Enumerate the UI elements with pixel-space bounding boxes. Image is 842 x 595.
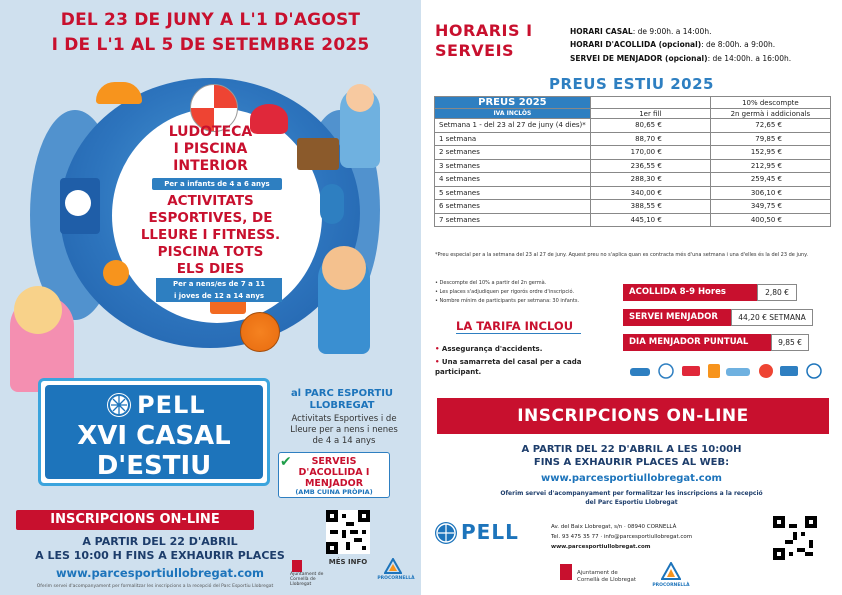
r-pell-logo-text: PELL [461, 520, 519, 544]
price-row [435, 132, 831, 146]
oferim-note: Oferim servei d'acompanyament per formalitzar les inscripcions a la recepció del Parc Esportiu Llobregat [36, 584, 274, 589]
inclou-item-2: • Una samarreta del casal per a cada [435, 358, 582, 366]
serveis-note: (AMB CUINA PRÒPIA) [295, 488, 373, 496]
extra-menjador-label: SERVEI MENJADOR [623, 309, 731, 326]
serveis-line-1: SERVEIS [311, 456, 357, 467]
inclou-text: Assegurança d'accidents. [441, 345, 543, 353]
parc-line-1: al PARC ESPORTIU [290, 388, 394, 399]
hour-label: SERVEI DE MENJADOR (opcional) [570, 54, 708, 63]
price-row [435, 119, 831, 133]
procornella-logo-icon [384, 558, 402, 574]
hour-value: : de 9:00h. a 14:00h. [632, 27, 712, 36]
dates-title-line-1: DEL 23 DE JUNY A L'1 D'AGOST [60, 10, 361, 30]
r-pell-logo-icon [435, 522, 457, 544]
price-rows [435, 119, 831, 227]
ajuntament-label: Ajuntament de Cornellà de Llobregat [290, 572, 324, 587]
price-2n-germa: 79,85 € [710, 132, 830, 146]
tarifa-inclou-title: LA TARIFA INCLOU [456, 319, 574, 333]
r-apartir-line-1: A PARTIR DEL 22 D'ABRIL A LES 10:00H [521, 444, 742, 455]
hour-value: : de 14:00h. a 16:00h. [707, 54, 792, 63]
price-1er-fill: 80,65 € [590, 119, 710, 133]
price-row [435, 213, 831, 227]
horaris-title-line-1: HORARIS I [435, 21, 533, 40]
qr-code-icon[interactable] [326, 510, 370, 554]
bullet-note-1: • Descompte del 10% a partir del 2n germà. [435, 280, 547, 286]
serveis-box [278, 452, 390, 498]
r-qr-code-icon[interactable] [773, 516, 817, 560]
inclou-item-2-cont: participant. [435, 368, 482, 376]
r-ajuntament-line-1: Ajuntament de [577, 570, 618, 576]
price-2n-germa: 400,50 € [710, 213, 830, 227]
extra-dia-menjador-price: 9,85 € [771, 334, 809, 351]
discount-header: 10% descompte [710, 97, 830, 109]
website-link[interactable]: www.parcesportiullobregat.com [55, 566, 265, 580]
ajuntament-shield-icon [292, 560, 302, 572]
price-1er-fill: 388,55 € [590, 200, 710, 214]
price-row-label: 1 setmana [435, 132, 591, 146]
r-ajuntament-label [577, 570, 636, 583]
price-2n-germa: 152,95 € [710, 146, 830, 160]
inscripcions-banner-right: INSCRIPCIONS ON-LINE [437, 398, 829, 434]
price-row-label: Setmana 1 - del 23 al 27 de juny (4 dies)* [435, 119, 591, 133]
activitats-age-badge-2: i joves de 12 a 14 anys [156, 290, 282, 302]
activitats-age-badge-1: Per a nens/es de 7 a 11 [156, 278, 282, 290]
col-1er-fill: 1er fill [590, 109, 710, 119]
inclou-item-1: • Assegurança d'accidents. [435, 345, 543, 353]
activitats-line-1: ACTIVITATS [167, 193, 254, 209]
checkmark-icon: ✔ [280, 454, 292, 470]
activitats-line-2: ESPORTIVES, DE [148, 210, 273, 226]
dates-title-line-2: I DE L'1 AL 5 DE SETEMBRE 2025 [51, 35, 370, 55]
activitats-description: Activitats Esportives i de Lleure per a nens i nenes de 4 a 14 anys [290, 414, 398, 446]
price-2n-germa: 306,10 € [710, 186, 830, 200]
ludoteca-line-1: LUDOTECA [168, 124, 253, 140]
decorative-items-row [626, 360, 826, 380]
r-oferim-line-1: Oferim servei d'acompanyament per formalitzar les inscripcions a la recepció [500, 490, 763, 497]
cap-icon [96, 82, 142, 104]
extra-acollida-label: ACOLLIDA 8-9 Hores [623, 284, 757, 301]
price-1er-fill: 445,10 € [590, 213, 710, 227]
price-row [435, 173, 831, 187]
apartir-line-1: A PARTIR DEL 22 D'ABRIL [82, 535, 238, 548]
price-row [435, 186, 831, 200]
horaris-title-line-2: SERVEIS [435, 41, 515, 60]
hour-menjador [570, 54, 791, 63]
price-2n-germa: 212,95 € [710, 159, 830, 173]
preus-title: PREUS ESTIU 2025 [548, 75, 714, 93]
casal-title-box [38, 378, 270, 486]
price-1er-fill: 288,30 € [590, 173, 710, 187]
price-row-label: 6 setmanes [435, 200, 591, 214]
extra-menjador-price: 44,20 € SETMANA [731, 309, 813, 326]
r-website-link[interactable]: www.parcesportiullobregat.com [541, 473, 722, 484]
ludoteca-age-badge: Per a infants de 4 a 6 anys [152, 178, 282, 190]
price-row-label: 7 setmanes [435, 213, 591, 227]
pell-logo-icon [107, 393, 131, 417]
activitats-line-5: ELS DIES [176, 261, 245, 277]
price-row-label: 2 setmanes [435, 146, 591, 160]
price-2n-germa: 349,75 € [710, 200, 830, 214]
price-row [435, 159, 831, 173]
price-row-label: 5 setmanes [435, 186, 591, 200]
price-2n-germa: 259,45 € [710, 173, 830, 187]
price-row [435, 200, 831, 214]
activitats-line-3: LLEURE I FITNESS. [140, 227, 281, 243]
hour-value: : de 8:00h. a 9:00h. [701, 40, 776, 49]
activitats-line-4: PISCINA TOTS [157, 244, 264, 260]
hour-casal [570, 27, 711, 36]
address-line-1: Av. del Baix Llobregat, s/n · 08940 CORNELLÀ [551, 524, 677, 530]
serveis-line-3: MENJADOR [304, 478, 364, 489]
price-1er-fill: 340,00 € [590, 186, 710, 200]
pell-logo-text: PELL [137, 391, 206, 419]
inclou-text: Una samarreta del casal per a cada [441, 358, 582, 366]
blank-header [590, 97, 710, 109]
girl-head [14, 286, 62, 334]
preus-header: PREUS 2025 [435, 97, 591, 109]
ludoteca-line-3: INTERIOR [173, 158, 248, 174]
apartir-line-2: A LES 10:00 H FINS A EXHAURIR PLACES [35, 549, 285, 562]
price-2n-germa: 72,65 € [710, 119, 830, 133]
hour-label: HORARI CASAL [570, 27, 633, 36]
col-2n-germa: 2n germà i addicionals [710, 109, 830, 119]
price-row [435, 146, 831, 160]
price-1er-fill: 88,70 € [590, 132, 710, 146]
mes-info-label: MÉS INFO [328, 558, 368, 566]
tarifa-underline [456, 333, 581, 334]
right-page [421, 0, 842, 595]
hour-label: HORARI D'ACOLLIDA (opcional) [570, 40, 702, 49]
serveis-line-2: D'ACOLLIDA I [298, 467, 370, 478]
hour-acollida [570, 40, 775, 49]
casal-title-line-2: D'ESTIU [96, 451, 212, 481]
address-line-2: Tel. 93 475 35 77 · info@parcesportiullobregat.com [551, 534, 693, 540]
parc-line-2: LLOBREGAT [309, 400, 375, 411]
casal-title-line-1: XVI CASAL [77, 421, 231, 451]
bullet-note-2: • Les places s'adjudiquen per rigorós ordre d'inscripció. [435, 289, 575, 295]
ludoteca-line-2: I PISCINA [173, 141, 248, 157]
price-1er-fill: 236,55 € [590, 159, 710, 173]
procornella-label: PROCORNELLÀ [377, 576, 415, 581]
kid-head-top [346, 84, 374, 112]
price-note: *Preu especial per a la setmana del 23 al 27 de juny. Aquest preu no s'aplica quan es contracta més d'una setmana i una d'elles és la del 23 de juny. [435, 252, 809, 258]
r-ajuntament-shield-icon [560, 564, 572, 580]
price-row-label: 3 setmanes [435, 159, 591, 173]
inscripcions-banner: INSCRIPCIONS ON-LINE [16, 510, 254, 530]
iva-header: IVA INCLÒS [435, 109, 591, 119]
r-ajuntament-line-2: Cornellà de Llobregat [577, 576, 637, 583]
soccer-ball-icon [240, 312, 280, 352]
price-1er-fill: 170,00 € [590, 146, 710, 160]
casal-title-box-inner [45, 385, 263, 479]
r-procornella-logo-icon [661, 562, 681, 580]
bullet-note-3: • Nombre mínim de participants per setmana: 30 infants. [435, 298, 580, 304]
extra-dia-menjador-label: DIA MENJADOR PUNTUAL [623, 334, 771, 351]
r-oferim-line-2: del Parc Esportiu Llobregat [585, 499, 678, 506]
extra-acollida-price: 2,80 € [757, 284, 797, 301]
price-row-label: 4 setmanes [435, 173, 591, 187]
prices-table [434, 96, 831, 227]
r-apartir-line-2: FINS A EXHAURIR PLACES AL WEB: [533, 457, 730, 468]
r-procornella-label: PROCORNELLÀ [652, 583, 690, 588]
address-website[interactable]: www.parcesportiullobregat.com [551, 544, 651, 550]
